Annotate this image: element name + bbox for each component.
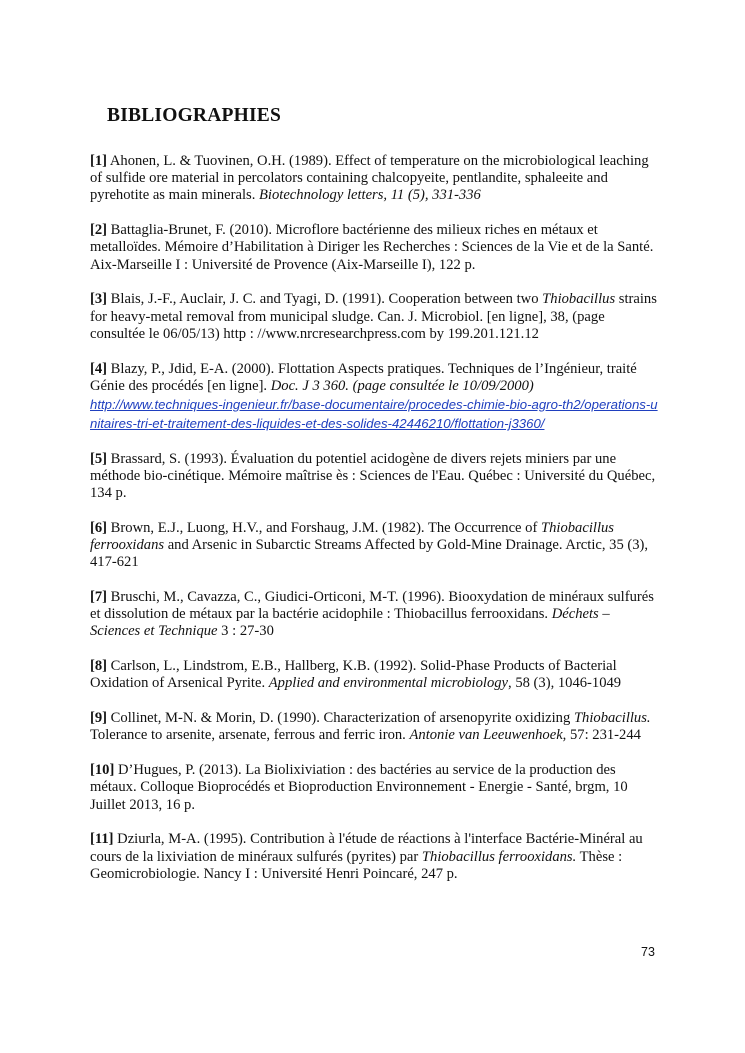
reference-entry [90, 291, 658, 343]
reference-species: Thiobacillus ferrooxidans. [421, 848, 577, 865]
reference-text: Tolerance to arsenite, arsenate, ferrous and ferric iron. [90, 727, 410, 744]
reference-journal: Doc. J 3 360. (page consultée le 10/09/2000) [270, 377, 534, 394]
reference-text: Collinet, M-N. & Morin, D. (1990). Characterization of arsenopyrite oxidizing [107, 710, 574, 727]
reference-text: Blais, J.-F., Auclair, J. C. and Tyagi, D. (1991). Cooperation between two [107, 291, 543, 308]
reference-entry [90, 222, 658, 274]
reference-entry [90, 710, 658, 744]
reference-text: 57: 231-244 [566, 727, 641, 744]
reference-entry [90, 658, 658, 692]
reference-link[interactable]: http://www.techniques-ingenieur.fr/base-documentaire/procedes-chimie-bio-agro-th2/operations-unitaires-tri-et-traitement-des-liquides-et-des-solides-42446210/flottation-j3360/ [90, 397, 658, 432]
reference-journal: Applied and environmental microbiology [268, 675, 509, 692]
reference-journal: Déchets – Sciences et Technique [90, 606, 610, 640]
reference-number: [11] [90, 831, 114, 848]
reference-text: Ahonen, L. & Tuovinen, O.H. (1989). Effect of temperature on the microbiological leaching of sulfide ore material in percolators containing chalcopyeite, pentlandite, sphaleeite and pyrehotite as main minerals. [90, 153, 649, 204]
reference-number: [3] [90, 291, 108, 308]
reference-text: Thèse : Geomicrobiologie. Nancy I : Université Henri Poincaré, 247 p. [90, 848, 623, 882]
reference-entry [90, 589, 658, 641]
reference-text: Bruschi, M., Cavazza, C., Giudici-Orticoni, M-T. (1996). Biooxydation de minéraux sulfurés et dissolution de métaux par la bactérie acidophile : Thiobacillus ferrooxidans. [90, 589, 654, 623]
reference-number: [2] [90, 222, 108, 239]
reference-number: [9] [90, 710, 108, 727]
reference-number: [8] [90, 658, 108, 675]
reference-entry [90, 153, 658, 205]
reference-species: Thiobacillus [542, 291, 616, 308]
reference-text: Carlson, L., Lindstrom, E.B., Hallberg, K.B. (1992). Solid-Phase Products of Bacterial Oxidation of Arsenical Pyrite. [90, 658, 617, 692]
reference-text: , 58 (3), 1046-1049 [508, 675, 622, 692]
reference-species: Thiobacillus. [573, 710, 651, 727]
reference-number: [1] [90, 153, 108, 169]
reference-list [90, 153, 658, 901]
reference-journal: Antonie van Leeuwenhoek, [409, 727, 567, 744]
reference-number: [7] [90, 589, 108, 606]
reference-entry [90, 762, 658, 814]
reference-entry [90, 361, 658, 433]
reference-number: [4] [90, 360, 108, 377]
reference-text: D’Hugues, P. (2013). La Biolixiviation : des bactéries au service de la production des métaux. Colloque Bioprocédés et Bioproduction Environnement - Energie - Santé, brgm, 10 Juillet 2013, 16 p. [90, 762, 628, 813]
reference-text: Battaglia-Brunet, F. (2010). Microflore bactérienne des milieux riches en métaux et metalloïdes. Mémoire d’Habilitation à Diriger les Recherches : Sciences de la Vie et de la Santé. Aix-Marseille I : Université de Provence (Aix-Marseille I), 122 p. [90, 222, 654, 273]
reference-entry [90, 520, 658, 572]
reference-entry [90, 451, 658, 503]
reference-journal: Biotechnology letters, 11 (5), 331-336 [259, 187, 481, 204]
page-number: 73 [641, 945, 655, 959]
reference-text: Brassard, S. (1993). Évaluation du potentiel acidogène de divers rejets miniers par une méthode bio-cinétique. Mémoire maîtrise ès : Sciences de l'Eau. Québec : Université du Québec, 134 p. [90, 450, 656, 502]
reference-text: 3 : 27-30 [217, 623, 274, 640]
reference-number: [6] [90, 519, 108, 536]
reference-number: [10] [90, 762, 115, 779]
reference-text: Dziurla, M-A. (1995). Contribution à l'étude de réactions à l'interface Bactérie-Minéral au cours de la lixiviation de minéraux sulfurés (pyrites) par [90, 831, 643, 865]
reference-text: and Arsenic in Subarctic Streams Affected by Gold-Mine Drainage. Arctic, 35 (3), 417-621 [90, 537, 649, 571]
reference-species: Thiobacillus ferrooxidans [90, 519, 614, 554]
reference-entry [90, 831, 658, 883]
reference-text: Brown, E.J., Luong, H.V., and Forshaug, J.M. (1982). The Occurrence of [107, 519, 541, 536]
reference-number: [5] [90, 450, 108, 467]
reference-text: Blazy, P., Jdid, E-A. (2000). Flottation Aspects pratiques. Techniques de l’Ingénieur, traité Génie des procédés [en ligne]. [90, 360, 637, 394]
reference-text: strains for heavy-metal removal from municipal sludge. Can. J. Microbiol. [en ligne], 38, (page consultée le 06/05/13) http : //www.nrcresearchpress.com by 199.201.121.12 [90, 291, 657, 342]
page-heading: BIBLIOGRAPHIES [107, 105, 282, 126]
